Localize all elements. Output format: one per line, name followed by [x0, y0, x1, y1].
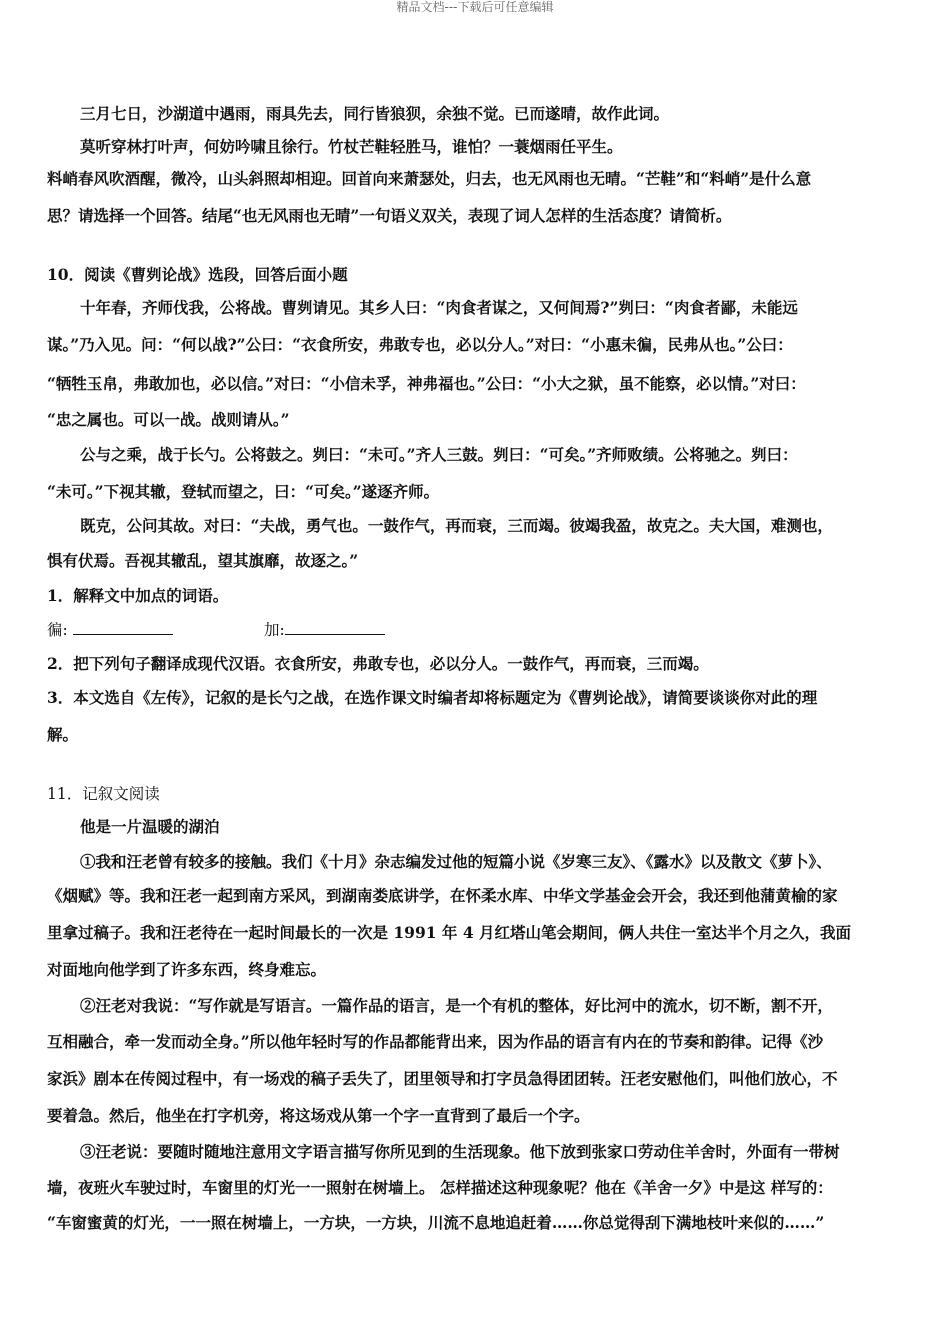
passage-line: 公与之乘，战于长勺。公将鼓之。刿曰：“未可。”齐人三鼓。刿曰：“可矣。”齐师败绩。公将驰之。刿曰： — [80, 445, 798, 464]
article-paragraph: “车窗蜜黄的灯光，一一照在树墙上，一方块，一方块，川流不息地追赶着……你总觉得刮下满地枝叶来似的……” — [47, 1213, 825, 1232]
article-paragraph: 家浜》剧本在传阅过程中，有一场戏的稿子丢失了，团里领导和打字员急得团团转。汪老安慰他们，叫他们放心，不 — [47, 1069, 838, 1088]
article-paragraph: ①我和汪老曾有较多的接触。我们《十月》杂志编发过他的短篇小说《岁寒三友》、《露水》以及散文《萝卜》、 — [80, 852, 832, 871]
poem-question: 思？请选择一个回答。结尾“也无风雨也无晴”一句语义双关，表现了词人怎样的生活态度？请简析。 — [47, 206, 732, 225]
poem-line: 莫听穿林打叶声，何妨吟啸且徐行。竹杖芒鞋轻胜马，谁怕？一蓑烟雨任平生。 — [80, 137, 623, 156]
sub-question-2: 2．把下列句子翻译成现代汉语。衣食所安，弗敢专也，必以分人。一鼓作气，再而衰，三而竭。 — [47, 654, 709, 673]
answer-field-1 — [47, 619, 173, 641]
poem-line: 料峭春风吹酒醒，微冷，山头斜照却相迎。回首向来萧瑟处，归去，也无风雨也无晴。“芒鞋”和“料峭”是什么意 — [47, 169, 812, 188]
article-paragraph: 要着急。然后，他坐在打字机旁，将这场戏从第一个字一直背到了最后一个字。 — [47, 1106, 590, 1125]
field-label-2: 加: — [264, 621, 285, 639]
passage-line: “忠之属也。可以一战。战则请从。” — [47, 410, 290, 429]
article-paragraph: ③汪老说：要随时随地注意用文字语言描写你所见到的生活现象。他下放到张家口劳动住羊舍时，外面有一带树 — [80, 1142, 840, 1161]
answer-blank-1[interactable] — [73, 619, 173, 635]
passage-line: 既克，公问其故。对曰：“夫战，勇气也。一鼓作气，再而衰，三而竭。彼竭我盈，故克之。夫大国，难测也， — [80, 516, 833, 535]
answer-blank-2[interactable] — [285, 619, 385, 635]
sub-question-1: 1．解释文中加点的词语。 — [47, 586, 229, 605]
article-paragraph: 墙，夜班火车驶过时，车窗里的灯光一一照射在树墙上。 怎样描述这种现象呢？他在《羊舍一夕》中是这 样写的： — [47, 1178, 833, 1197]
question-10-title: 10．阅读《曹刿论战》选段，回答后面小题 — [47, 265, 348, 284]
answer-field-2 — [264, 619, 385, 641]
sub-question-3: 3．本文选自《左传》，记叙的是长勺之战，在选作课文时编者却将标题定为《曹刿论战》，请简要谈谈你对此的理 — [47, 688, 818, 707]
article-title: 他是一片温暖的湖泊 — [80, 817, 220, 836]
article-paragraph: ②汪老对我说：“写作就是写语言。一篇作品的语言，是一个有机的整体，好比河中的流水，切不断，割不开， — [80, 996, 833, 1015]
question-11-title: 11．记叙文阅读 — [47, 785, 160, 803]
passage-line: “牺牲玉帛，弗敢加也，必以信。”对曰：“小信未孚，神弗福也。”公曰：“小大之狱，虽不能察，必以情。”对曰： — [47, 374, 806, 393]
page-header: 精品文档---下载后可任意编辑 — [396, 0, 554, 14]
article-paragraph: 对面地向他学到了许多东西，终身难忘。 — [47, 960, 327, 979]
field-label-1: 徧: — [47, 621, 68, 639]
passage-line: 十年春，齐师伐我，公将战。曹刿请见。其乡人曰：“肉食者谋之，又何间焉?”刿曰：“肉食者鄙，未能远 — [80, 298, 798, 317]
article-paragraph: 互相融合，牵一发而动全身。”所以他年轻时写的作品都能背出来，因为作品的语言有内在的节奏和韵律。记得《沙 — [47, 1032, 824, 1051]
sub-question-3-cont: 解。 — [47, 725, 79, 744]
poem-preface: 三月七日，沙湖道中遇雨，雨具先去，同行皆狼狈，余独不觉。已而遂晴，故作此词。 — [80, 104, 670, 123]
passage-line: “未可。”下视其辙，登轼而望之，曰：“可矣。”遂逐齐师。 — [47, 482, 440, 501]
passage-line: 惧有伏焉。吾视其辙乱，望其旗靡，故逐之。” — [47, 551, 359, 570]
passage-line: 谋。”乃入见。问：“何以战?”公曰：“衣食所安，弗敢专也，必以分人。”对曰：“小惠未徧，民弗从也。”公曰： — [47, 335, 793, 354]
article-paragraph: 《烟赋》等。我和汪老一起到南方采风，到湖南娄底讲学，在怀柔水库、中华文学基金会开会，我还到他蒲黄榆的家 — [47, 886, 838, 905]
article-paragraph: 里拿过稿子。我和汪老待在一起时间最长的一次是 1991 年 4 月红塔山笔会期间，俩人共住一室达半个月之久，我面 — [47, 923, 852, 942]
